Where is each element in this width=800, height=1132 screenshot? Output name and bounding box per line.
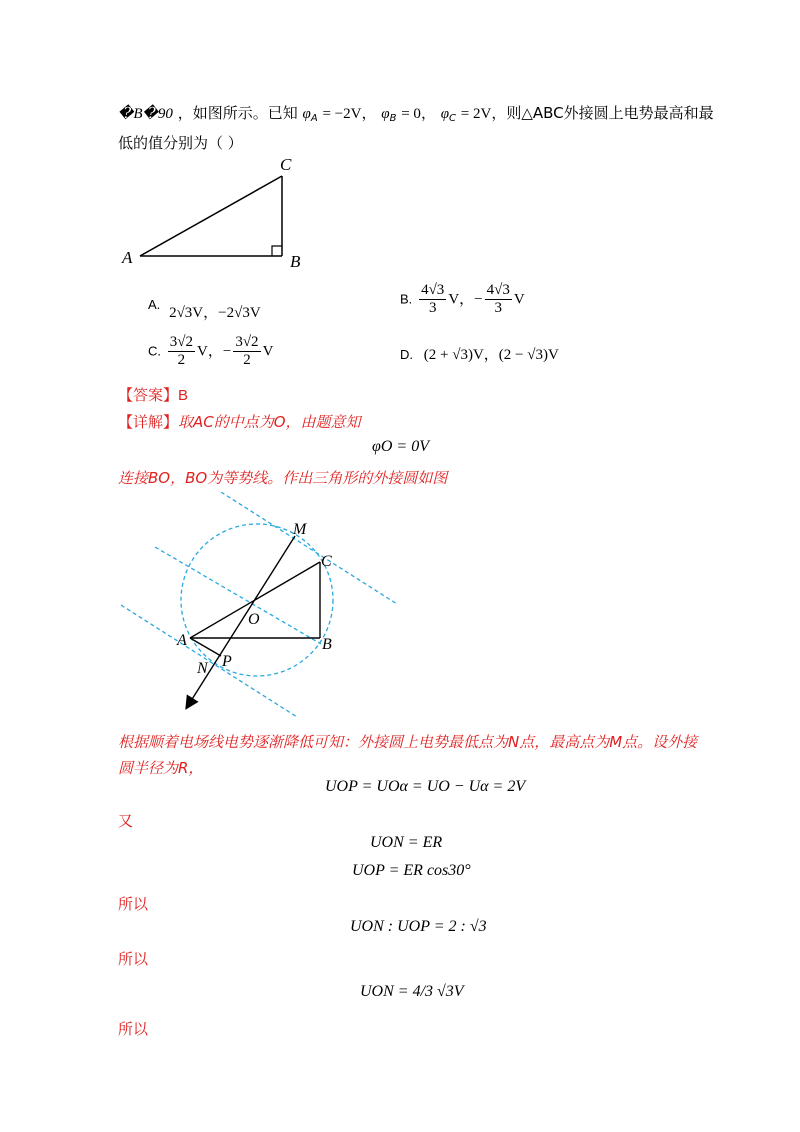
label-n: N bbox=[197, 660, 208, 677]
segment-ap bbox=[190, 638, 221, 656]
label-suoyi-3: 所以 bbox=[118, 1020, 149, 1038]
option-c-frac-2 bbox=[233, 334, 260, 368]
option-c-den-1: 2 bbox=[177, 351, 186, 368]
explain-line-1: 根据顺着电场线电势逐渐降低可知：外接圆上电势最低点为N点，最高点为M点。设外接 bbox=[118, 733, 698, 751]
equipotential-top bbox=[221, 492, 397, 604]
option-b-den-1: 3 bbox=[428, 299, 437, 316]
option-c-num-1: 3√2 bbox=[169, 334, 194, 350]
question-line-1: �B�90 ，如图所示。已知 $\varphi_A = -2V$， $\varphi_B = 0$， $\varphi_C = 2V$，则△ABC外接圆上电势最高和最 bbox=[118, 104, 714, 124]
option-b-neg: − bbox=[474, 291, 483, 308]
option-a-text: 2√3V，−2√3V bbox=[169, 305, 261, 321]
option-d-text-2: (2 − √3)V bbox=[498, 347, 559, 363]
eq-uon: UON = ER bbox=[370, 834, 443, 851]
label-b-2: B bbox=[322, 636, 332, 653]
label-m: M bbox=[293, 521, 307, 538]
option-c-unit: V， bbox=[197, 343, 223, 360]
option-c-den-2: 2 bbox=[243, 351, 251, 368]
option-c-frac-1 bbox=[168, 334, 195, 368]
label-a: A bbox=[122, 248, 133, 267]
option-c-num-2: 3√2 bbox=[235, 334, 259, 350]
equipotential-bottom bbox=[121, 605, 297, 717]
option-b-letter: B. bbox=[400, 291, 413, 307]
eq-phi-o: φO = 0V bbox=[372, 438, 429, 455]
phi-b-sub: B bbox=[389, 113, 397, 124]
eq-uon-value: UON = 4/3 √3V bbox=[360, 983, 464, 1000]
right-angle-mark bbox=[272, 246, 282, 256]
answer-line bbox=[118, 384, 188, 405]
option-d-letter: D. bbox=[400, 347, 413, 362]
phi-c-symbol: φ bbox=[440, 106, 450, 122]
option-b-unit: V， bbox=[448, 291, 475, 308]
detail-line bbox=[118, 411, 361, 432]
option-b-num-1: 4√3 bbox=[421, 282, 445, 298]
phi-c-sub: C bbox=[449, 113, 457, 124]
option-b-num-2: 4√3 bbox=[486, 282, 510, 298]
circle-figure bbox=[115, 492, 405, 722]
phi-b-symbol: φ bbox=[381, 106, 390, 122]
option-d[interactable] bbox=[400, 343, 559, 364]
option-b-unit-2: V bbox=[513, 291, 525, 308]
option-b-den-2: 3 bbox=[494, 299, 502, 316]
label-b: B bbox=[290, 252, 301, 271]
explain-line-2: 圆半径为R， bbox=[118, 759, 204, 777]
option-a[interactable] bbox=[148, 293, 261, 321]
question-line-2: 低的值分别为（ ） bbox=[118, 134, 243, 152]
detail-label: 【详解】 bbox=[118, 413, 179, 431]
label-c-2: C bbox=[321, 553, 332, 570]
answer-label: 【答案】 bbox=[118, 386, 179, 404]
label-o: O bbox=[248, 611, 260, 628]
option-c[interactable] bbox=[148, 334, 273, 368]
question-text-1: ，如图所示。已知 bbox=[177, 104, 298, 122]
question-text-2: ，则△ABC外接圆上电势最高和最 bbox=[491, 104, 714, 122]
option-a-letter: A. bbox=[148, 297, 161, 312]
connect-line: 连接BO，BO为等势线。作出三角形的外接圆如图 bbox=[118, 469, 448, 487]
equipotential-mid bbox=[155, 547, 321, 644]
answer-value: B bbox=[178, 387, 189, 404]
label-a-2: A bbox=[177, 632, 187, 649]
circumcircle bbox=[181, 524, 333, 676]
label-c: C bbox=[280, 155, 292, 174]
option-c-unit-2: V bbox=[262, 343, 274, 360]
option-d-text-1: (2 + √3)V， bbox=[423, 347, 499, 363]
option-b-frac-1 bbox=[419, 282, 446, 316]
option-c-neg: − bbox=[222, 343, 232, 360]
phi-a-value: = −2V bbox=[322, 106, 362, 122]
eq-ratio: UON : UOP = 2 : √3 bbox=[350, 918, 487, 935]
label-you: 又 bbox=[118, 812, 134, 830]
label-suoyi-2: 所以 bbox=[118, 950, 149, 968]
side-ac bbox=[140, 176, 282, 256]
option-b[interactable] bbox=[400, 282, 525, 316]
option-c-letter: C. bbox=[148, 343, 161, 359]
phi-b-value: = 0 bbox=[401, 106, 421, 122]
label-suoyi-1: 所以 bbox=[118, 895, 149, 913]
question-prefix: �B�90 bbox=[118, 106, 173, 122]
phi-a-symbol: φ bbox=[302, 106, 311, 122]
option-b-frac-2 bbox=[485, 282, 512, 316]
detail-text: 取AC的中点为O，由题意知 bbox=[178, 413, 361, 431]
triangle-figure bbox=[110, 150, 330, 275]
label-p: P bbox=[222, 653, 232, 670]
phi-a-sub: A bbox=[310, 113, 318, 124]
eq-uop-2: UOP = ER cos30° bbox=[352, 862, 471, 879]
eq-uop: UOP = UOα = UO − Uα = 2V bbox=[325, 778, 526, 795]
phi-c-value: = 2V bbox=[460, 106, 492, 122]
